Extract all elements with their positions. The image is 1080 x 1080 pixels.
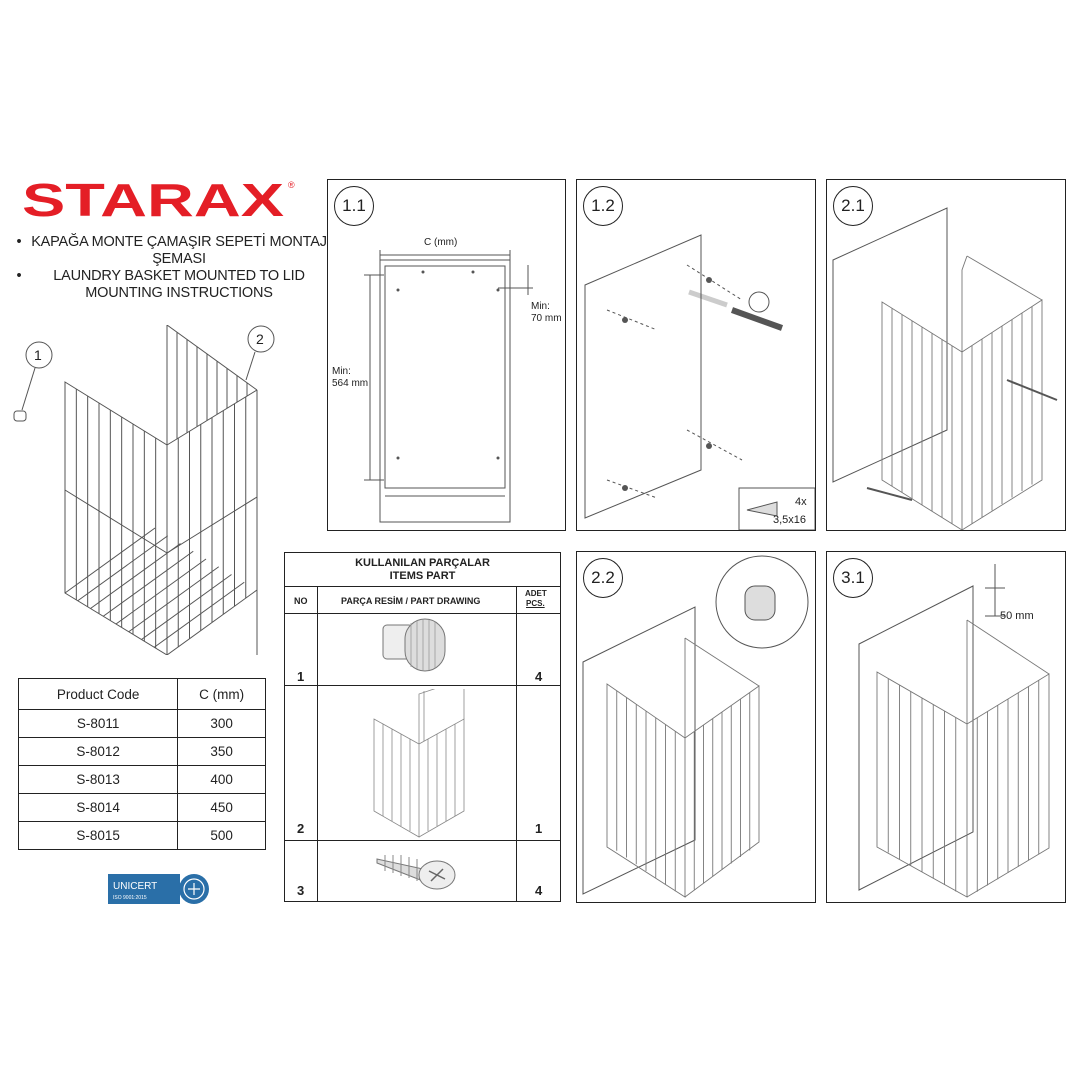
screw-count: 4x — [795, 496, 807, 508]
dim-top-value: 70 mm — [531, 313, 562, 324]
items-table-title — [285, 553, 560, 587]
cert-sub: ISO 9001:2015 — [113, 895, 147, 901]
dim-50mm: 50 mm — [1000, 610, 1034, 622]
basket-overview-illustration — [10, 325, 295, 655]
step-panel-3-1 — [826, 551, 1066, 903]
table-row — [19, 766, 266, 794]
table-row — [19, 710, 266, 738]
cabinet-door-diagram — [328, 180, 565, 530]
step-label-2-2: 2.2 — [583, 558, 623, 598]
c-value: 400 — [178, 766, 266, 794]
brand-name: STARAX — [22, 178, 285, 222]
starax-logo — [22, 178, 300, 222]
product-table-header — [19, 679, 266, 710]
c-value: 350 — [178, 738, 266, 766]
step-panel-2-2 — [576, 551, 816, 903]
unicert-badge — [108, 874, 212, 904]
product-code: S-8015 — [19, 822, 178, 850]
c-value: 500 — [178, 822, 266, 850]
c-value: 300 — [178, 710, 266, 738]
step-panel-1-1 — [327, 179, 566, 531]
step-label-2-1: 2.1 — [833, 186, 873, 226]
step-label-1-2: 1.2 — [583, 186, 623, 226]
items-title-tr: KULLANILAN PARÇALAR — [355, 557, 490, 569]
product-code: S-8013 — [19, 766, 178, 794]
item-qty-1: 4 — [535, 669, 543, 684]
item-qty-2: 1 — [535, 821, 543, 836]
step-label-3-1: 3.1 — [833, 558, 873, 598]
c-value: 450 — [178, 794, 266, 822]
callout-label-2: 2 — [256, 331, 264, 347]
items-column-headers — [285, 587, 560, 614]
item-no-2: 2 — [297, 821, 305, 836]
title-en: • LAUNDRY BASKET MOUNTED TO LID MOUNTING INSTRUCTIONS — [16, 268, 305, 301]
dim-height-min: Min: — [332, 366, 351, 377]
cert-text: UNICERT — [113, 881, 158, 892]
title-bullets — [10, 234, 330, 302]
step-panel-2-1 — [826, 179, 1066, 531]
item-no-3: 3 — [297, 883, 305, 898]
dim-width-label: C (mm) — [424, 237, 458, 248]
col-qty-en: PCS. — [526, 599, 545, 608]
step-panel-1-2 — [576, 179, 816, 531]
table-row — [19, 794, 266, 822]
col-drawing: PARÇA RESİM / PART DRAWING — [341, 596, 481, 606]
product-code: S-8012 — [19, 738, 178, 766]
callout-label-1: 1 — [34, 347, 42, 363]
basket-mounted-diagram — [577, 552, 815, 902]
dim-top-min: Min: — [531, 301, 550, 312]
screw-size: 3,5x16 — [773, 514, 807, 526]
product-code: S-8011 — [19, 710, 178, 738]
final-assembly-diagram — [827, 552, 1065, 902]
screw-mounting-diagram — [577, 180, 815, 530]
part-connector-drawing — [375, 617, 465, 681]
registered-mark: ® — [288, 180, 295, 190]
part-screw-drawing — [373, 841, 463, 897]
item-no-1: 1 — [297, 669, 305, 684]
table-row — [19, 822, 266, 850]
dim-height-value: 564 mm — [332, 378, 369, 389]
item-qty-3: 4 — [535, 883, 543, 898]
col-no: NO — [294, 596, 308, 606]
basket-attach-diagram — [827, 180, 1065, 530]
step-label-1-1: 1.1 — [334, 186, 374, 226]
product-code: S-8014 — [19, 794, 178, 822]
part-basket-drawing — [369, 689, 469, 839]
items-title-en: ITEMS PART — [389, 570, 456, 582]
title-tr: • KAPAĞA MONTE ÇAMAŞIR SEPETİ MONTAJ ŞEMASI — [16, 234, 327, 267]
col-qty-tr: ADET — [525, 589, 547, 598]
table-row — [19, 738, 266, 766]
header-c-mm: C (mm) — [178, 679, 266, 710]
product-code-table — [18, 678, 266, 850]
items-part-table — [284, 552, 561, 902]
header-product-code: Product Code — [19, 679, 178, 710]
